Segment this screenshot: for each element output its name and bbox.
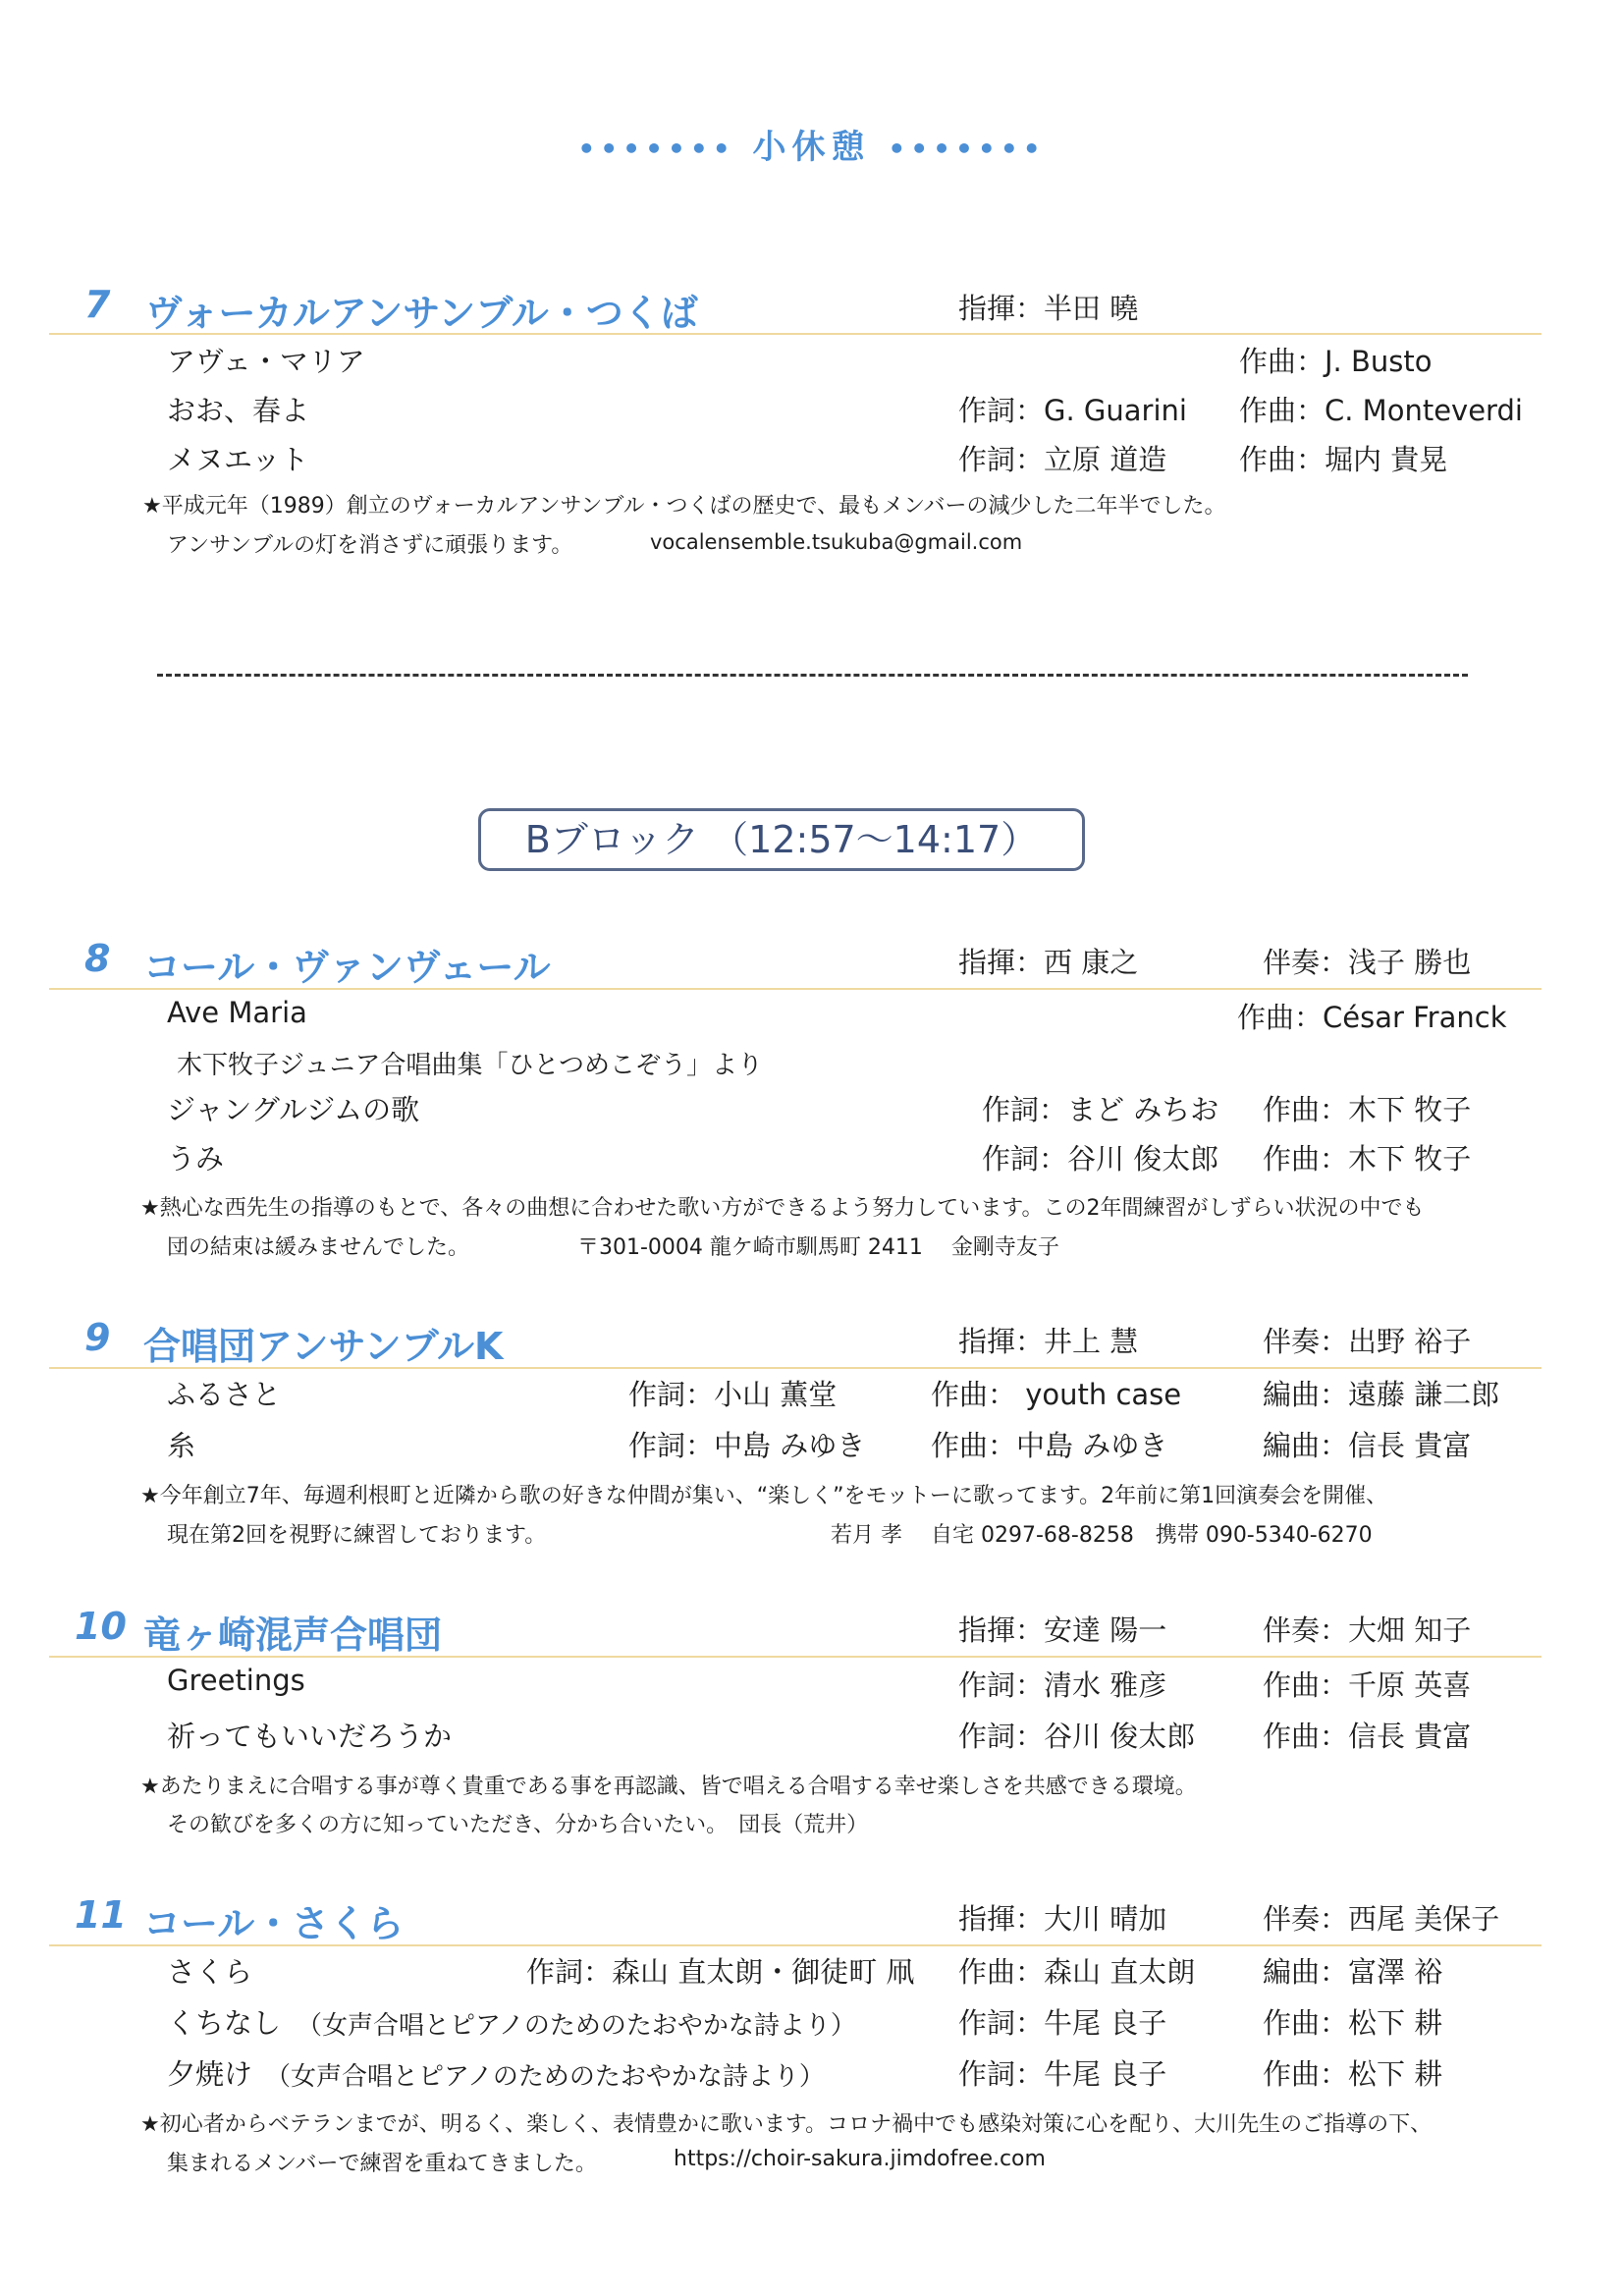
lyricist: 作詞：立原 道造 bbox=[958, 443, 1167, 476]
entry-number: 11 bbox=[75, 1893, 127, 1937]
accompanist: 伴奏：浅子 勝也 bbox=[1263, 946, 1472, 979]
composer: 作曲：中島 みゆき bbox=[931, 1429, 1168, 1462]
group-note: 集まれるメンバーで練習を重ねてきました。 bbox=[167, 2152, 597, 2176]
song-title: 祈ってもいいだろうか bbox=[167, 1720, 453, 1753]
composer: 作曲：信長 貴富 bbox=[1263, 1720, 1472, 1753]
choir-name: コール・さくら bbox=[143, 1902, 405, 1945]
arranger: 編曲：富澤 裕 bbox=[1263, 1955, 1443, 1989]
entry-underline bbox=[49, 1944, 1542, 1946]
lyricist: 作詞：清水 雅彦 bbox=[958, 1668, 1167, 1702]
lyricist: 作詞：小山 薫堂 bbox=[628, 1378, 838, 1411]
entry-number: 7 bbox=[84, 283, 111, 326]
song-source: （女声合唱とピアノのためのたおやかな詩より） bbox=[265, 2062, 825, 2092]
intermission-heading bbox=[0, 120, 1623, 168]
intermission-dots-right: ••••••• bbox=[888, 133, 1046, 165]
entry-underline bbox=[49, 1656, 1542, 1658]
song-title: アヴェ・マリア bbox=[167, 345, 365, 378]
song-title: くちなし bbox=[167, 2006, 282, 2040]
song-title: Ave Maria bbox=[167, 996, 307, 1029]
composer: 作曲：森山 直太朗 bbox=[958, 1955, 1196, 1989]
lyricist: 作詞：牛尾 良子 bbox=[958, 2057, 1167, 2091]
composer: 作曲： youth case bbox=[931, 1378, 1182, 1411]
group-note: ★あたりまえに合唱する事が尊く貴重である事を再認識、皆で唱える合唱する幸せ楽しさを共感できる環境。 bbox=[140, 1775, 1197, 1799]
lyricist: 作詞：中島 みゆき bbox=[628, 1429, 866, 1462]
lyricist: 作詞：谷川 俊太郎 bbox=[958, 1720, 1196, 1753]
composer: 作曲：堀内 貴晃 bbox=[1239, 443, 1448, 476]
composer: 作曲：J. Busto bbox=[1239, 345, 1433, 378]
contact-phone: 若月 孝 自宅 0297-68-8258 携帯 090-5340-6270 bbox=[831, 1523, 1373, 1548]
arranger: 編曲：遠藤 謙二郎 bbox=[1263, 1378, 1500, 1411]
song-title: さくら bbox=[167, 1955, 253, 1989]
group-note: 団の結束は緩みませんでした。 bbox=[167, 1235, 470, 1260]
group-note: その歓びを多くの方に知っていただき、分かち合いたい。 団長（荒井） bbox=[167, 1813, 869, 1837]
song-title: Greetings bbox=[167, 1664, 305, 1697]
song-title: 夕焼け bbox=[167, 2057, 253, 2091]
lyricist: 作詞：谷川 俊太郎 bbox=[982, 1142, 1219, 1175]
group-note: 現在第2回を視野に練習しております。 bbox=[167, 1523, 547, 1548]
choir-name: ヴォーカルアンサンブル・つくば bbox=[145, 292, 698, 335]
song-title: メヌエット bbox=[167, 443, 309, 476]
intermission-label: 小休憩 bbox=[752, 128, 871, 167]
intermission-dots-left: ••••••• bbox=[577, 133, 735, 165]
lyricist: 作詞：牛尾 良子 bbox=[958, 2006, 1167, 2040]
group-note: ★平成元年（1989）創立のヴォーカルアンサンブル・つくばの歴史で、最もメンバーの減少した二年半でした。 bbox=[142, 494, 1226, 519]
song-collection: 木下牧子ジュニア合唱曲集「ひとつめこぞう」より bbox=[177, 1051, 763, 1080]
composer: 作曲：C. Monteverdi bbox=[1239, 394, 1523, 427]
composer: 作曲：César Franck bbox=[1237, 1001, 1507, 1034]
accompanist: 伴奏：西尾 美保子 bbox=[1263, 1902, 1500, 1936]
section-divider bbox=[157, 674, 1468, 677]
lyricist: 作詞：森山 直太朗・御徒町 凧 bbox=[526, 1955, 915, 1989]
composer: 作曲：木下 牧子 bbox=[1263, 1142, 1472, 1175]
conductor: 指揮：西 康之 bbox=[958, 946, 1139, 979]
conductor: 指揮：大川 晴加 bbox=[958, 1902, 1167, 1936]
group-note: ★今年創立7年、毎週利根町と近隣から歌の好きな仲間が集い、“楽しく”をモットーに歌ってます。2年前に第1回演奏会を開催、 bbox=[140, 1484, 1388, 1508]
entry-number: 8 bbox=[84, 937, 111, 980]
conductor: 指揮：半田 曉 bbox=[958, 292, 1139, 325]
song-title: おお、春よ bbox=[167, 394, 310, 427]
song-title: うみ bbox=[167, 1142, 225, 1175]
website-link[interactable]: https://choir-sakura.jimdofree.com bbox=[674, 2147, 1046, 2171]
song-title: ジャングルジムの歌 bbox=[167, 1093, 420, 1126]
entry-number: 10 bbox=[75, 1605, 127, 1648]
lyricist: 作詞：まど みちお bbox=[982, 1093, 1219, 1126]
accompanist: 伴奏：出野 裕子 bbox=[1263, 1325, 1472, 1358]
composer: 作曲：木下 牧子 bbox=[1263, 1093, 1472, 1126]
song-title: ふるさと bbox=[167, 1378, 282, 1411]
group-note: ★熱心な西先生の指導のもとで、各々の曲想に合わせた歌い方ができるよう努力しています。この2年間練習がしずらい状況の中でも bbox=[140, 1196, 1425, 1221]
conductor: 指揮：井上 慧 bbox=[958, 1325, 1139, 1358]
choir-name: コール・ヴァンヴェール bbox=[143, 946, 551, 989]
choir-name: 竜ヶ崎混声合唱団 bbox=[143, 1613, 443, 1657]
choir-name: 合唱団アンサンブルK bbox=[143, 1325, 504, 1368]
arranger: 編曲：信長 貴富 bbox=[1263, 1429, 1472, 1462]
lyricist: 作詞：G. Guarini bbox=[958, 394, 1187, 427]
contact-email: vocalensemble.tsukuba@gmail.com bbox=[650, 530, 1023, 554]
song-source: （女声合唱とピアノのためのたおやかな詩より） bbox=[297, 2011, 856, 2041]
entry-underline bbox=[49, 1367, 1542, 1369]
composer: 作曲：松下 耕 bbox=[1263, 2057, 1443, 2091]
contact-address: 〒301-0004 龍ケ崎市馴馬町 2411 金剛寺友子 bbox=[577, 1235, 1059, 1260]
entry-underline bbox=[49, 333, 1542, 335]
conductor: 指揮：安達 陽一 bbox=[958, 1613, 1167, 1647]
block-b-heading: Bブロック （12:57～14:17） bbox=[478, 808, 1085, 871]
accompanist: 伴奏：大畑 知子 bbox=[1263, 1613, 1472, 1647]
composer: 作曲：松下 耕 bbox=[1263, 2006, 1443, 2040]
entry-number: 9 bbox=[84, 1316, 111, 1359]
song-title: 糸 bbox=[167, 1429, 196, 1462]
group-note: アンサンブルの灯を消さずに頑張ります。 bbox=[167, 533, 573, 558]
group-note: ★初心者からベテランまでが、明るく、楽しく、表情豊かに歌います。コロナ禍中でも感染対策に心を配り、大川先生のご指導の下、 bbox=[140, 2112, 1433, 2137]
entry-underline bbox=[49, 988, 1542, 990]
composer: 作曲：千原 英喜 bbox=[1263, 1668, 1472, 1702]
